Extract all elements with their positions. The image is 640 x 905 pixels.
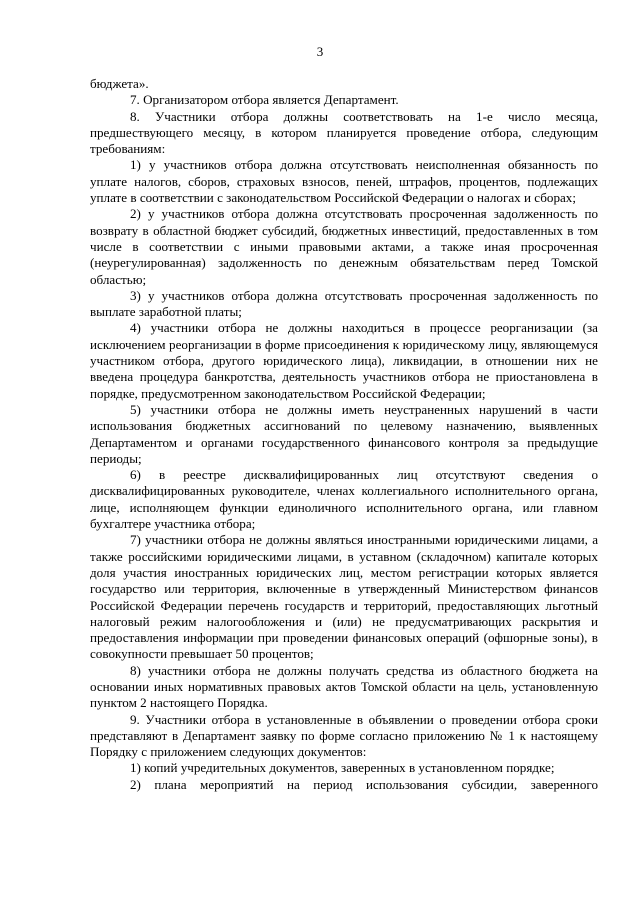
paragraph-requirement-2: 2) у участников отбора должна отсутствовать просроченная задолженность по возврату в областной бюджет субсидий, бюджетных инвестиций, предоставленных в том числе в соответствии с иными правовыми актами, а также иная просроченная (неурегулированная) задолженность по денежным обязательствам перед Томской областью; bbox=[90, 206, 598, 287]
paragraph-requirement-8: 8) участники отбора не должны получать средства из областного бюджета на основании иных нормативных правовых актов Томской области на цель, установленную пунктом 2 настоящего Порядка. bbox=[90, 662, 598, 711]
paragraph-budget-end: бюджета». bbox=[90, 76, 149, 91]
paragraph-clause-9: 9. Участники отбора в установленные в объявлении о проведении отбора сроки представляют в Департамент заявку по форме согласно приложению № 1 к настоящему Порядку с приложением следующих документов: bbox=[90, 711, 598, 760]
paragraph-document-2: 2) плана мероприятий на период использования субсидии, заверенного bbox=[130, 776, 598, 792]
document-body bbox=[90, 76, 598, 793]
paragraph-requirement-4: 4) участники отбора не должны находиться в процессе реорганизации (за исключением реорганизации в форме присоединения к юридическому лицу, являющемуся участником отбора, другого юридического лица), ликвидации, в отношении них не введена процедура банкротства, деятельность участников отбора не приостановлена в порядке, предусмотренном законодательством Российской Федерации; bbox=[90, 320, 598, 401]
paragraph-requirement-6: 6) в реестре дисквалифицированных лиц отсутствуют сведения о дисквалифицированных руководителе, членах коллегиального исполнительного органа, лице, исполняющем функции единоличного исполнительного органа, или главном бухгалтере участника отбора; bbox=[90, 467, 598, 532]
paragraph-requirement-5: 5) участники отбора не должны иметь неустраненных нарушений в части использования бюджетных ассигнований по целевому назначению, выявленных Департаментом и органами государственного финансового контроля за предыдущие периоды; bbox=[90, 401, 598, 466]
paragraph-requirement-3: 3) у участников отбора должна отсутствовать просроченная задолженность по выплате заработной платы; bbox=[90, 287, 598, 320]
paragraph-clause-8: 8. Участники отбора должны соответствовать на 1-е число месяца, предшествующего месяцу, в котором планируется проведение отбора, следующим требованиям: bbox=[90, 108, 598, 157]
paragraph-clause-7: 7. Организатором отбора является Департамент. bbox=[130, 92, 399, 108]
paragraph-requirement-7: 7) участники отбора не должны являться иностранными юридическими лицами, а также российскими юридическими лицами, в уставном (складочном) капитале которых доля участия иностранных юридических лиц, местом регистрации которых является государство или территория, включенные в утвержденный Министерством финансов Российской Федерации перечень государств и территорий, предоставляющих льготный налоговый режим налогообложения и (или) не предусматривающих раскрытия и предоставления информации при проведении финансовых операций (офшорные зоны), в совокупности превышает 50 процентов; bbox=[90, 532, 598, 662]
page-number: 3 bbox=[316, 44, 324, 59]
paragraph-requirement-1: 1) у участников отбора должна отсутствовать неисполненная обязанность по уплате налогов, сборов, страховых взносов, пеней, штрафов, процентов, подлежащих уплате в соответствии с законодательством Российской Федерации о налогах и сборах; bbox=[90, 157, 598, 206]
paragraph-document-1: 1) копий учредительных документов, заверенных в установленном порядке; bbox=[130, 760, 555, 776]
